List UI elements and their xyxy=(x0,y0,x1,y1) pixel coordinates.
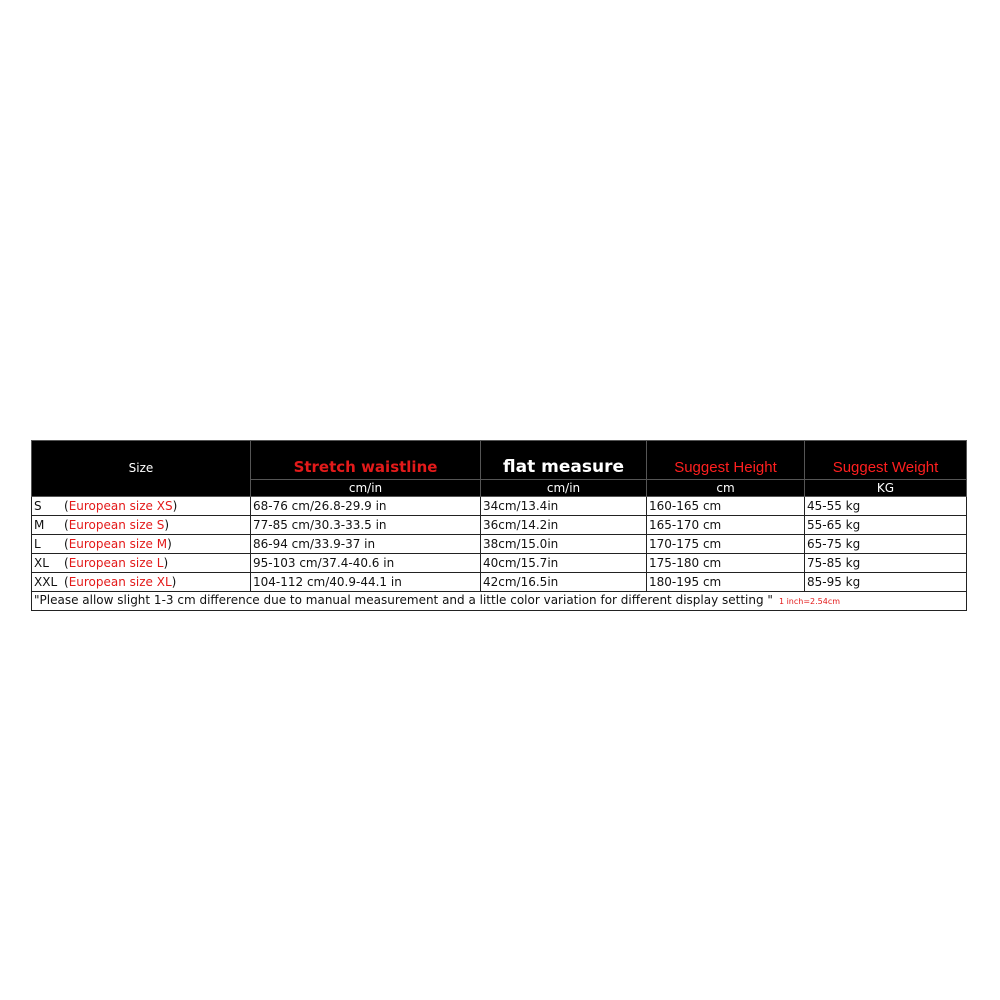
flat-cell: 38cm/15.0in xyxy=(481,535,647,554)
waist-unit: cm/in xyxy=(251,480,481,497)
weight-cell: 85-95 kg xyxy=(805,573,967,592)
flat-measure-title: flat measure xyxy=(503,457,624,477)
size-cell: XXL (European size XL) xyxy=(32,573,251,592)
size-header: Size xyxy=(32,441,251,497)
weight-cell: 75-85 kg xyxy=(805,554,967,573)
height-cell: 160-165 cm xyxy=(647,497,805,516)
table-row xyxy=(32,535,967,554)
table-row xyxy=(32,573,967,592)
flat-measure-header xyxy=(481,441,647,480)
weight-unit: KG xyxy=(805,480,967,497)
height-cell: 180-195 cm xyxy=(647,573,805,592)
height-cell: 170-175 cm xyxy=(647,535,805,554)
suggest-weight-header xyxy=(805,441,967,480)
measurement-note xyxy=(32,592,967,611)
weight-cell: 65-75 kg xyxy=(805,535,967,554)
flat-unit: cm/in xyxy=(481,480,647,497)
waist-cell: 77-85 cm/30.3-33.5 in xyxy=(251,516,481,535)
height-cell: 165-170 cm xyxy=(647,516,805,535)
flat-cell: 34cm/13.4in xyxy=(481,497,647,516)
note-text: "Please allow slight 1-3 cm difference due to manual measurement and a little color variation for different display setting " xyxy=(34,593,773,607)
size-code: XXL xyxy=(34,574,58,589)
flat-cell: 42cm/16.5in xyxy=(481,573,647,592)
size-code: XL xyxy=(34,555,49,570)
weight-cell: 45-55 kg xyxy=(805,497,967,516)
suggest-height-title: Suggest Height xyxy=(674,459,777,476)
size-cell: L (European size M) xyxy=(32,535,251,554)
european-size: European size S xyxy=(68,517,165,532)
table-row xyxy=(32,497,967,516)
size-table xyxy=(31,440,967,611)
size-cell: M (European size S) xyxy=(32,516,251,535)
size-code: S xyxy=(34,498,42,513)
waist-cell: 95-103 cm/37.4-40.6 in xyxy=(251,554,481,573)
table-row xyxy=(32,554,967,573)
waist-cell: 68-76 cm/26.8-29.9 in xyxy=(251,497,481,516)
inch-conversion: 1 inch=2.54cm xyxy=(778,597,841,606)
height-cell: 175-180 cm xyxy=(647,554,805,573)
european-size: European size XL xyxy=(68,574,172,589)
european-size: European size L xyxy=(68,555,164,570)
waist-cell: 104-112 cm/40.9-44.1 in xyxy=(251,573,481,592)
suggest-height-header xyxy=(647,441,805,480)
size-code: M xyxy=(34,517,45,532)
european-size: European size XS xyxy=(68,498,173,513)
note-row xyxy=(32,592,967,611)
european-size: European size M xyxy=(68,536,168,551)
weight-cell: 55-65 kg xyxy=(805,516,967,535)
size-chart xyxy=(31,440,966,611)
waist-cell: 86-94 cm/33.9-37 in xyxy=(251,535,481,554)
height-unit: cm xyxy=(647,480,805,497)
size-cell: S (European size XS) xyxy=(32,497,251,516)
header-row xyxy=(32,441,967,480)
size-code: L xyxy=(34,536,41,551)
suggest-weight-title: Suggest Weight xyxy=(832,459,939,476)
stretch-waistline-header xyxy=(251,441,481,480)
flat-cell: 40cm/15.7in xyxy=(481,554,647,573)
table-row xyxy=(32,516,967,535)
flat-cell: 36cm/14.2in xyxy=(481,516,647,535)
size-cell: XL (European size L) xyxy=(32,554,251,573)
stretch-waistline-title: Stretch waistline xyxy=(293,458,438,476)
